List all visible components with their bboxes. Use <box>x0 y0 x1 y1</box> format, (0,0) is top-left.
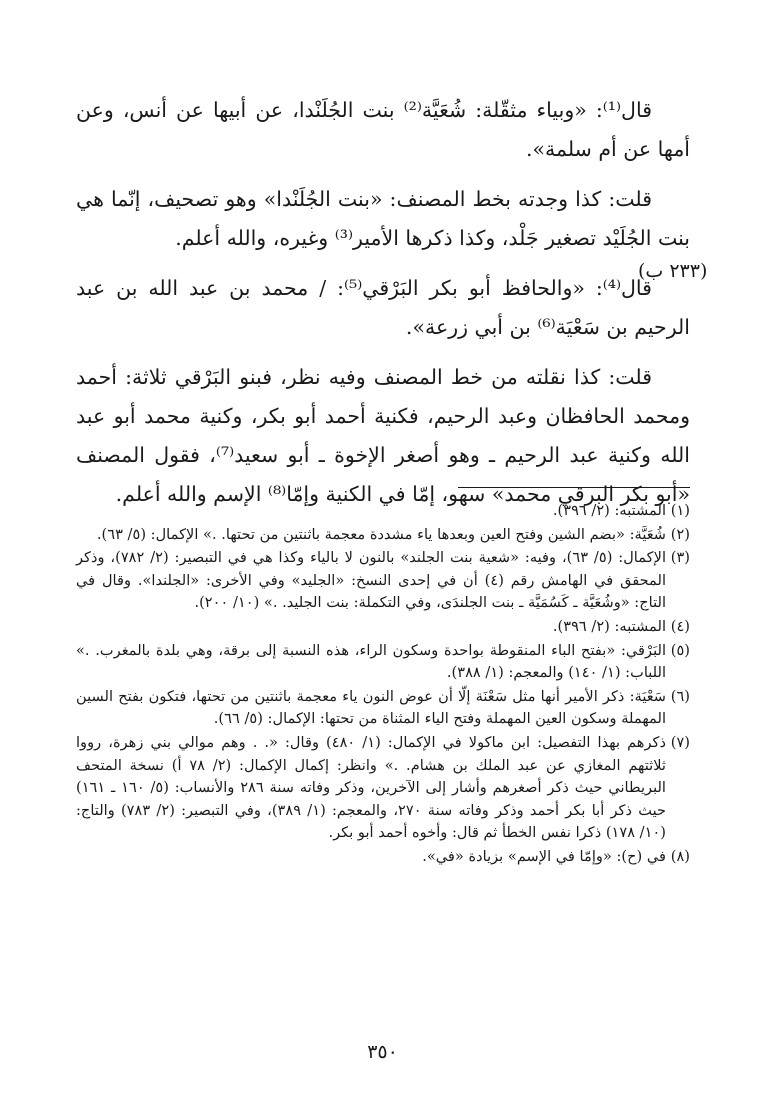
footnote-number: (٥) <box>670 641 690 659</box>
footnote-number: (٧) <box>670 733 690 751</box>
footnote-2 <box>76 524 690 547</box>
footnote-number: (٣) <box>670 549 690 567</box>
paragraph-3: قال⁽⁴⁾: «والحافظ أبو بكر البَرْقي⁽⁵⁾: / محمد بن عبد الله بن عبد الرحيم بن سَعْيَة⁽⁶⁾ بن أبي زرعة». <box>76 276 690 339</box>
footnote-3 <box>76 547 690 615</box>
page-number: ٣٥٠ <box>367 1041 398 1063</box>
footnote-5 <box>76 640 690 685</box>
margin-folio-reference: (٢٣٣ ب) <box>638 260 708 282</box>
paragraph-2: قلت: كذا وجدته بخط المصنف: «بنت الجُلَنْدا» وهو تصحيف، إنّما هي بنت الجُلَيْد تصغير جَلْد، وكذا ذكرها الأمير⁽³⁾ وغيره، والله أعلم. <box>76 187 690 250</box>
footnote-7 <box>76 732 690 845</box>
footnote-number: (٦) <box>670 687 690 705</box>
footnote-1 <box>76 500 690 523</box>
footnote-text: شُعَيَّة: «بضم الشين وفتح العين وبعدها ياء مشددة معجمة باثنتين من تحتها. .» الإكمال: (٥/ ٦٣). <box>96 525 666 543</box>
footnote-text: سَعْيَة: ذكر الأمير أنها مثل سَعْنَة إلّا أن عوض النون ياء معجمة باثنتين من تحتها، فتكون بفتح السين المهملة وسكون العين المهملة وفتح الياء المثناة من تحتها: الإكمال: (٥/ ٦٦). <box>76 687 666 728</box>
footnote-text: المشتبه: (٢/ ٣٩٦). <box>552 617 666 635</box>
footnote-text: البَرْقي: «بفتح الباء المنقوطة بواحدة وسكون الراء، هذه النسبة إلى برقة، وهي بلدة بالمغرب. .» اللباب: (١/ ١٤٠) والمعجم: (١/ ٣٨٨). <box>76 641 666 682</box>
paragraph-4: قلت: كذا نقلته من خط المصنف وفيه نظر، فبنو البَرْقي ثلاثة: أحمد ومحمد الحافظان وعبد الرحيم، فكنية أحمد أبو بكر، وكنية محمد أبو عبد الله وكنية عبد الرحيم ـ وهو أصغر الإخوة ـ أبو سعيد⁽⁷⁾، فقول المصنف «أبو بكر البرقي محمد» سهو، إمّا في الكنية وإمّا⁽⁸⁾ الإسم والله أعلم. <box>76 365 690 506</box>
footnote-number: (١) <box>670 502 690 519</box>
footnote-6 <box>76 686 690 731</box>
footnote-text: في (ح): «وإمّا في الإسم» بزيادة «في». <box>422 847 666 865</box>
paragraph-1: قال⁽¹⁾: «وبياء مثقّلة: شُعَيَّة⁽²⁾ بنت الجُلَنْدا، عن أبيها عن أنس، وعن أمها عن أم سلمة». <box>76 98 690 161</box>
footnote-8 <box>76 846 690 869</box>
footnote-4 <box>76 616 690 639</box>
footnote-divider <box>458 487 690 488</box>
footnote-number: (٨) <box>670 847 690 865</box>
footnote-text: ذكرهم بهذا التفصيل: ابن ماكولا في الإكمال: (١/ ٤٨٠) وقال: «. . وهم موالي بني زهرة، رووا ثلاثتهم المغازي عن عبد الملك بن هشام. .» وانظر: إكمال الإكمال: (٢/ ٧٨ أ) نسخة المتحف البريطاني حيث ذكر أصغرهم وأشار إلى الآخرين، وذكر وفاته سنة ٢٨٦ والأنساب: (٥/ ١٦٠ ـ ١٦١) حيث ذكر أبا بكر أحمد وذكر وفاته سنة ٢٧٠، والمعجم: (١/ ٣٨٩)، وفي التبصير: (٢/ ٧٨٣) والتاج: (١٠/ ١٧٨) ذكرا نفس الخطأ ثم قال: وأخوه أحمد أبو بكر. <box>76 733 667 842</box>
main-text <box>76 91 690 525</box>
footnote-text: المشتبه: (٢/ ٣٩٦). <box>552 502 666 519</box>
footnote-number: (٢) <box>670 525 690 543</box>
footnote-text: الإكمال: (٥/ ٦٣)، وفيه: «شعية بنت الجلند» بالنون لا بالياء وكذا هي في التبصير: (٢/ ٧٨٢)، وذكر المحقق في الهامش رقم (٤) أن في إحدى النسخ: «الجليد» وفي الأخرى: «الجلندا». وقال في التاج: «وشُعَيَّة ـ كَسُمَيَّة ـ بنت الجلندَى، وفي التكملة: بنت الجليد. .» (١٠/ ٢٠٠). <box>76 549 666 612</box>
footnotes <box>76 500 690 870</box>
footnote-number: (٤) <box>670 617 690 635</box>
